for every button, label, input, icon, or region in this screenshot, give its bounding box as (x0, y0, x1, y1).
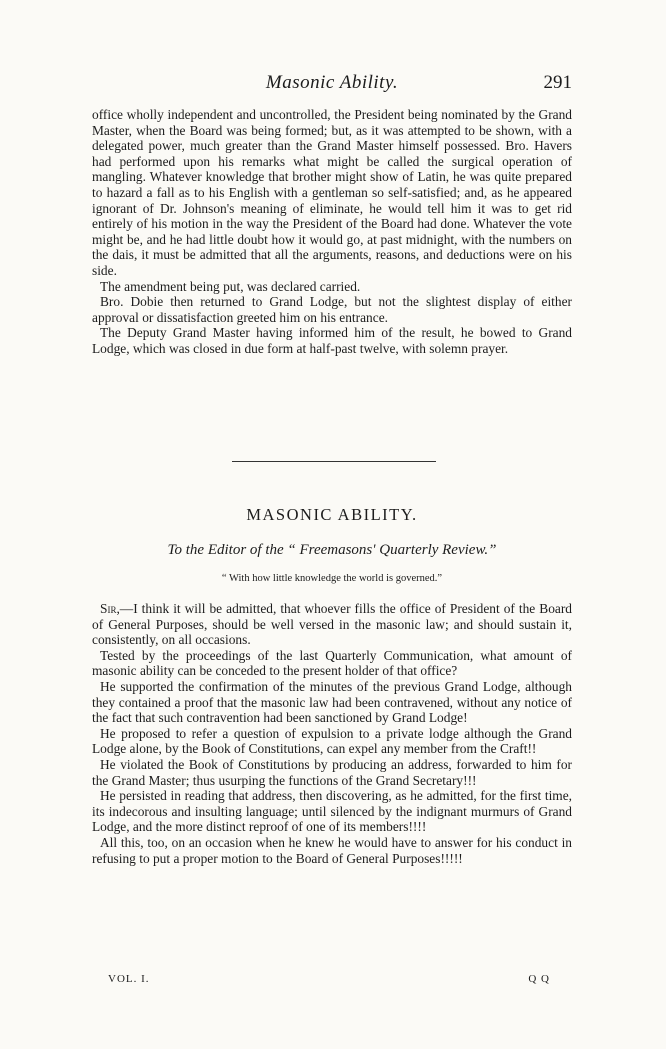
epigraph: “ With how little knowledge the world is governed.” (221, 573, 443, 584)
letter-body (92, 601, 572, 866)
page-header (92, 72, 572, 98)
volume-label: VOL. I. (108, 973, 150, 985)
page-number: 291 (543, 72, 572, 93)
salutation: Sir, (100, 601, 120, 616)
section-divider (232, 461, 436, 462)
editor-address: To the Editor of the “ Freemasons' Quarterly Review.” (167, 542, 497, 558)
paragraph (92, 601, 572, 648)
paragraph: He supported the confirmation of the minutes of the previous Grand Lodge, although they contained a proof that the masonic law had been contravened, without any notice of the fact that such contravention had been sanctioned by Grand Lodge! (92, 678, 572, 726)
paragraph: Tested by the proceedings of the last Quarterly Communication, what amount of masonic ability can be conceded to the present holder of that office? (92, 647, 572, 679)
paragraph-text: —I think it will be admitted, that whoever fills the office of President of the Board of General Purposes, should be well versed in the masonic law; and should sustain it, consistently, on all occasions. (92, 601, 572, 648)
debate-report-section (92, 107, 572, 357)
page-footer (108, 973, 550, 985)
paragraph: Bro. Dobie then returned to Grand Lodge, but not the slightest display of either approval or dissatisfaction greeted him on his entrance. (92, 294, 572, 325)
paragraph: He violated the Book of Constitutions by producing an address, forwarded to him for the Grand Master; thus usurping the functions of the Grand Secretary!!! (92, 756, 572, 788)
paragraph: He persisted in reading that address, then discovering, as he admitted, for the first time, its indecorous and insulting language; until silenced by the indignant murmurs of Grand Lodge, and the more distinct reproof of one of its members!!!! (92, 788, 572, 835)
signature-mark: Q Q (528, 973, 550, 985)
paragraph: He proposed to refer a question of expulsion to a private lodge although the Grand Lodge alone, by the Book of Constitutions, can expel any member from the Craft!! (92, 725, 572, 757)
paragraph: The amendment being put, was declared carried. (100, 278, 361, 294)
paragraph: The Deputy Grand Master having informed him of the result, he bowed to Grand Lodge, which was closed in due form at half-past twelve, with solemn prayer. (92, 325, 572, 356)
article-title: MASONIC ABILITY. (246, 505, 418, 524)
running-title: Masonic Ability. (265, 72, 399, 93)
paragraph: All this, too, on an occasion when he knew he would have to answer for his conduct in refusing to put a proper motion to the Board of General Purposes!!!!! (92, 834, 572, 866)
paragraph: office wholly independent and uncontrolled, the President being nominated by the Grand Master, when the Board was being formed; but, as it was attempted to be shown, with a delegated power, much greater than the Grand Master himself possessed. Bro. Havers had performed upon his remarks what might be called the surgical operation of mangling. Whatever knowledge that brother might show of Latin, he was quite prepared to hazard a fall as to his English with a gentleman so self-satisfied; and, as he appeared ignorant of Dr. Johnson's meaning of eliminate, he would tell him it was to get rid entirely of his motion in the way the President of the Board had done. Whatever the vote might be, and he had little doubt how it would go, at past midnight, with the numbers on the dais, it must be admitted that all the arguments, reasons, and deductions were on his side. (92, 107, 572, 278)
